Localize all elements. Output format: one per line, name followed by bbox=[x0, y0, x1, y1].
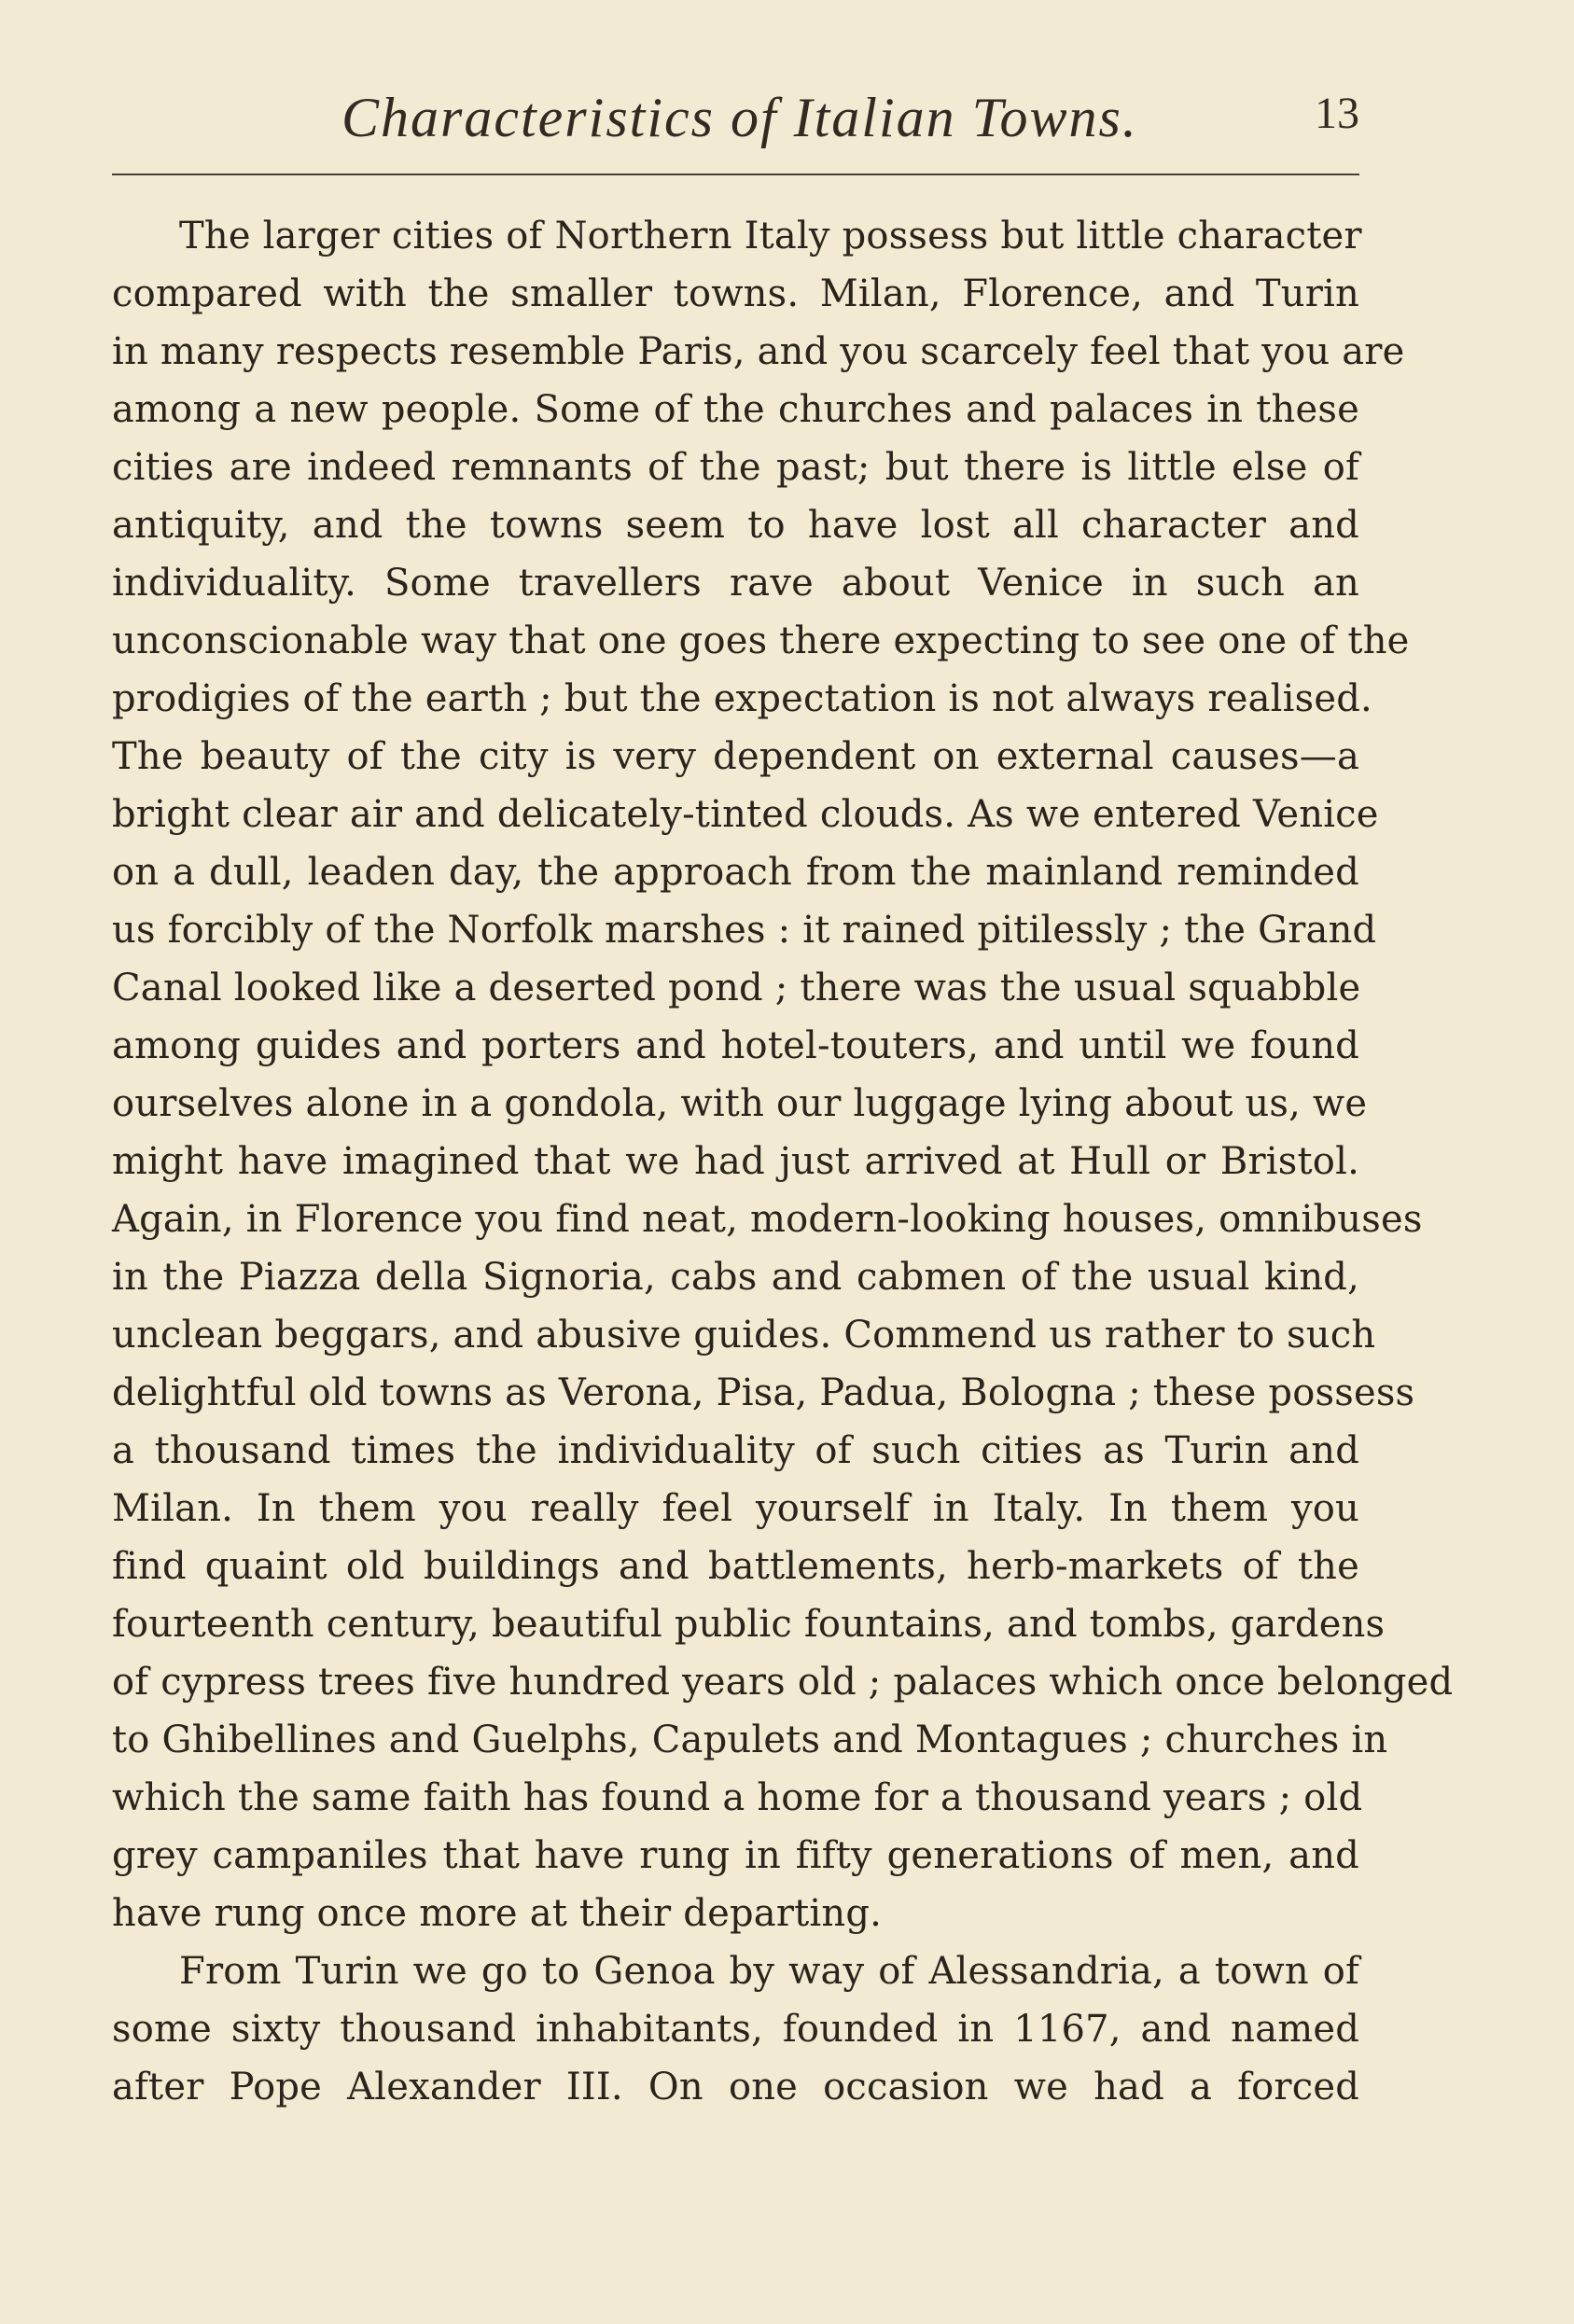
paragraph bbox=[112, 207, 1454, 1942]
text-line: of cypress trees five hundred years old ; palaces which once belonged bbox=[112, 1661, 1454, 1704]
text-line: after Pope Alexander III. On one occasion we had a forced bbox=[112, 2066, 1359, 2108]
text-line: have rung once more at their departing. bbox=[112, 1892, 883, 1935]
body-text bbox=[112, 207, 1454, 2116]
text-line: prodigies of the earth ; but the expectation is not always realised. bbox=[112, 677, 1372, 720]
text-line: Canal looked like a deserted pond ; there was the usual squabble bbox=[112, 967, 1361, 1009]
text-line: cities are indeed remnants of the past; but there is little else of bbox=[112, 446, 1359, 489]
text-line: antiquity, and the towns seem to have lost all character and bbox=[112, 504, 1359, 547]
text-line: some sixty thousand inhabitants, founded in 1167, and named bbox=[112, 2008, 1359, 2051]
text-line: in the Piazza della Signoria, cabs and cabmen of the usual kind, bbox=[112, 1256, 1359, 1299]
text-line: us forcibly of the Norfolk marshes : it rained pitilessly ; the Grand bbox=[112, 909, 1377, 952]
text-line: From Turin we go to Genoa by way of Alessandria, a town of bbox=[179, 1950, 1359, 1993]
running-title: Characteristics of Italian Towns. bbox=[341, 87, 1138, 148]
page-header bbox=[112, 80, 1359, 155]
text-line: to Ghibellines and Guelphs, Capulets and Montagues ; churches in bbox=[112, 1719, 1388, 1761]
text-line: individuality. Some travellers rave about Venice in such an bbox=[112, 562, 1359, 605]
text-line: grey campaniles that have rung in fifty generations of men, and bbox=[112, 1834, 1359, 1877]
text-line: ourselves alone in a gondola, with our luggage lying about us, we bbox=[112, 1082, 1368, 1125]
text-line: among guides and porters and hotel-touters, and until we found bbox=[112, 1024, 1359, 1067]
text-line: in many respects resemble Paris, and you scarcely feel that you are bbox=[112, 330, 1405, 373]
text-line: which the same faith has found a home for a thousand years ; old bbox=[112, 1776, 1363, 1819]
paragraph bbox=[112, 1942, 1359, 2116]
text-line: compared with the smaller towns. Milan, Florence, and Turin bbox=[112, 272, 1359, 315]
text-line: unconscionable way that one goes there expecting to see one of the bbox=[112, 619, 1410, 662]
text-line: a thousand times the individuality of such cities as Turin and bbox=[112, 1429, 1359, 1472]
page-number: 13 bbox=[1315, 89, 1359, 138]
text-line: fourteenth century, beautiful public fountains, and tombs, gardens bbox=[112, 1603, 1386, 1646]
text-line: bright clear air and delicately-tinted clouds. As we entered Venice bbox=[112, 793, 1379, 836]
text-line: Again, in Florence you find neat, modern-looking houses, omnibuses bbox=[112, 1198, 1423, 1241]
text-line: The beauty of the city is very dependent on external causes—a bbox=[112, 735, 1359, 778]
text-line: Milan. In them you really feel yourself in Italy. In them you bbox=[112, 1487, 1359, 1530]
text-line: among a new people. Some of the churches and palaces in these bbox=[112, 388, 1359, 431]
text-line: delightful old towns as Verona, Pisa, Padua, Bologna ; these possess bbox=[112, 1371, 1415, 1414]
text-line: find quaint old buildings and battlements, herb-markets of the bbox=[112, 1545, 1359, 1588]
text-line: on a dull, leaden day, the approach from the mainland reminded bbox=[112, 851, 1359, 894]
text-line: The larger cities of Northern Italy possess but little character bbox=[179, 215, 1362, 257]
text-line: unclean beggars, and abusive guides. Commend us rather to such bbox=[112, 1314, 1376, 1357]
text-line: might have imagined that we had just arrived at Hull or Bristol. bbox=[112, 1140, 1359, 1183]
header-rule bbox=[112, 174, 1359, 175]
